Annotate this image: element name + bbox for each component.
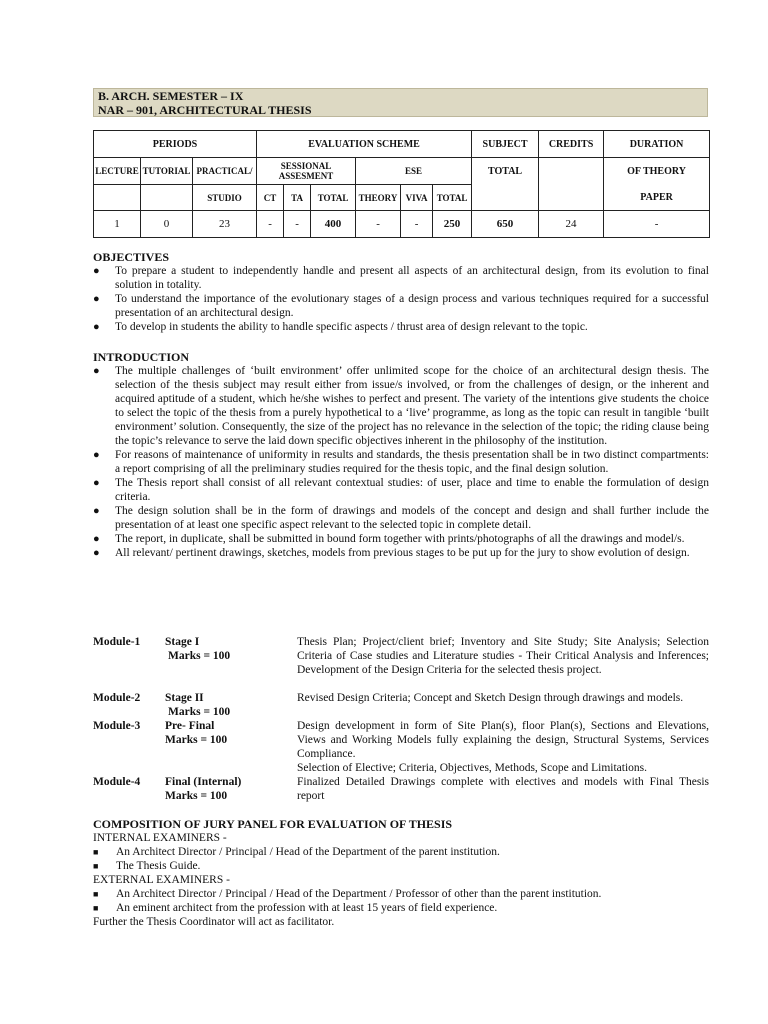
list-item [93,546,709,560]
duration-header: DURATION [604,131,710,158]
module-3-description-2: Selection of Elective; Criteria, Objectives, Methods, Scope and Limitations. [297,762,648,774]
objectives-title: OBJECTIVES [93,250,170,264]
theory-header: THEORY [356,185,401,211]
credits-spacer-2 [539,185,604,211]
module-2-label: Module-2 [93,692,141,704]
tutorial-value: 0 [141,211,193,238]
list-item [93,364,709,448]
subject-total-value: 650 [472,211,539,238]
subject-total-header: TOTAL [472,158,539,185]
paper-header: PAPER [604,185,710,211]
ese-total-value: 250 [433,211,472,238]
ese-header: ESE [356,158,472,185]
ese-total-header: TOTAL [433,185,472,211]
subject-header: SUBJECT [472,131,539,158]
module-1-marks: Marks = 100 [168,650,231,662]
ta-value: - [284,211,311,238]
periods-header: PERIODS [94,131,257,158]
introduction-text: The multiple challenges of ‘built environment’ offer unlimited scope for the choice of an architectural design thesis. The selection of the thesis subject may result either from issue/s involved, or from the challenges of design, or the inherent and acquired aptitude of a student, which he/she wishes to perfect and present. The variety of the intentions give students the choice to select the topic of the thesis from a purely hypothetical to a ‘live’ programme, as long as the topic can result in tangible ‘built environment’ solution. Consequently, the size of the project has no relevance in the selection of the topic; the riding clause being the topic’s relevance to serve the laid down specific objectives inherent in the philosophy of the institution. [115,365,709,447]
objective-text: To develop in students the ability to handle specific aspects / thrust area of design relevant to the topic. [115,321,588,333]
bullet-icon: ● [93,365,100,377]
square-bullet-icon: ■ [93,903,99,913]
module-3-label: Module-3 [93,720,141,732]
square-bullet-icon: ■ [93,889,99,899]
module-4-description: Finalized Detailed Drawings complete with electives and models with Final Thesis report [297,776,709,802]
module-4-marks: Marks = 100 [165,790,228,802]
course-title: NAR – 901, ARCHITECTURAL THESIS [98,103,312,117]
introduction-title: INTRODUCTION [93,350,190,364]
bullet-icon: ● [93,449,100,461]
bullet-icon: ● [93,265,100,277]
list-item [93,320,709,334]
square-bullet-icon: ■ [93,847,99,857]
list-item [93,476,709,504]
list-item [93,264,709,292]
introduction-text: All relevant/ pertinent drawings, sketches, models from previous stages to be put up for the jury to show evolution of design. [115,547,690,559]
module-2-stage: Stage II [165,692,204,704]
tutorial-spacer [141,185,193,211]
viva-value: - [401,211,433,238]
objective-text: To prepare a student to independently handle and present all aspects of an architectural design, from its evolution to final solution in totality. [115,265,709,291]
bullet-icon: ● [93,293,100,305]
credits-header: CREDITS [539,131,604,158]
module-4-label: Module-4 [93,776,141,788]
internal-examiner-1: An Architect Director / Principal / Head of the Department of the parent institution. [116,846,500,858]
viva-header: VIVA [401,185,433,211]
external-examiners-title: EXTERNAL EXAMINERS - [93,874,230,886]
list-item [93,292,709,320]
square-bullet-icon: ■ [93,861,99,871]
evaluation-scheme-header: EVALUATION SCHEME [257,131,472,158]
module-3-marks: Marks = 100 [165,734,228,746]
introduction-text: The Thesis report shall consist of all relevant contextual studies: of user, place and time to enable the formulation of design criteria. [115,477,709,503]
ct-header: CT [257,185,284,211]
course-header [93,88,708,117]
module-4-stage: Final (Internal) [165,776,242,788]
sessional-header: SESSIONAL ASSESMENT [257,158,356,185]
subject-spacer [472,185,539,211]
jury-footer-note: Further the Thesis Coordinator will act as facilitator. [93,916,335,928]
module-1-stage: Stage I [165,636,200,648]
bullet-icon: ● [93,547,100,559]
bullet-icon: ● [93,533,100,545]
sessional-total-value: 400 [311,211,356,238]
external-examiner-1: An Architect Director / Principal / Head of the Department / Professor of other than the parent institution. [116,888,602,900]
internal-examiners-title: INTERNAL EXAMINERS - [93,832,227,844]
ta-header: TA [284,185,311,211]
lecture-value: 1 [94,211,141,238]
bullet-icon: ● [93,477,100,489]
jury-title: COMPOSITION OF JURY PANEL FOR EVALUATION OF THESIS [93,817,453,831]
practical-value: 23 [193,211,257,238]
lecture-header: LECTURE [94,158,141,185]
ct-value: - [257,211,284,238]
introduction-list [93,364,709,560]
credits-value: 24 [539,211,604,238]
bullet-icon: ● [93,505,100,517]
introduction-text: The report, in duplicate, shall be submitted in bound form together with prints/photographs of all the drawings and model/s. [115,533,685,545]
tutorial-header: TUTORIAL [141,158,193,185]
module-1-description: Thesis Plan; Project/client brief; Inventory and Site Study; Site Analysis; Selection Criteria of Case studies and Literature studies - Their Critical Analysis and Inferences; Development of the Design Criteria for the selected thesis project. [297,636,709,676]
internal-examiner-2: The Thesis Guide. [116,860,201,872]
evaluation-scheme-table [93,130,710,238]
introduction-text: For reasons of maintenance of uniformity in results and standards, the thesis presentation shall be in two distinct compartments: a report comprising of all the preliminary studies required for the thesis topic, and the final design solution. [115,449,709,475]
list-item [93,448,709,476]
module-2-marks: Marks = 100 [168,706,231,718]
duration-value: - [604,211,710,238]
module-2-description: Revised Design Criteria; Concept and Sketch Design through drawings and models. [297,692,684,704]
objectives-list [93,264,709,334]
of-theory-header: OF THEORY [604,158,710,185]
credits-spacer [539,158,604,185]
introduction-text: The design solution shall be in the form of drawings and models of the concept and design and shall further include the presentation of at least one specific aspect relevant to the selected topic in complete detail. [115,505,709,531]
semester-title: B. ARCH. SEMESTER – IX [98,89,244,103]
objective-text: To understand the importance of the evolutionary stages of a design process and various techniques required for a successful presentation of an architectural design. [115,293,709,319]
list-item [93,532,709,546]
module-1-label: Module-1 [93,636,141,648]
studio-header: STUDIO [193,185,257,211]
external-examiner-2: An eminent architect from the profession with at least 15 years of field experience. [116,902,498,914]
module-3-description: Design development in form of Site Plan(s), floor Plan(s), Sections and Elevations, Views and Working Models fully explaining the design, Structural Systems, Services Compliance. [297,720,709,760]
practical-header: PRACTICAL/ [193,158,257,185]
bullet-icon: ● [93,321,100,333]
lecture-spacer [94,185,141,211]
theory-value: - [356,211,401,238]
sessional-total-header: TOTAL [311,185,356,211]
module-3-stage: Pre- Final [165,720,215,732]
list-item [93,504,709,532]
